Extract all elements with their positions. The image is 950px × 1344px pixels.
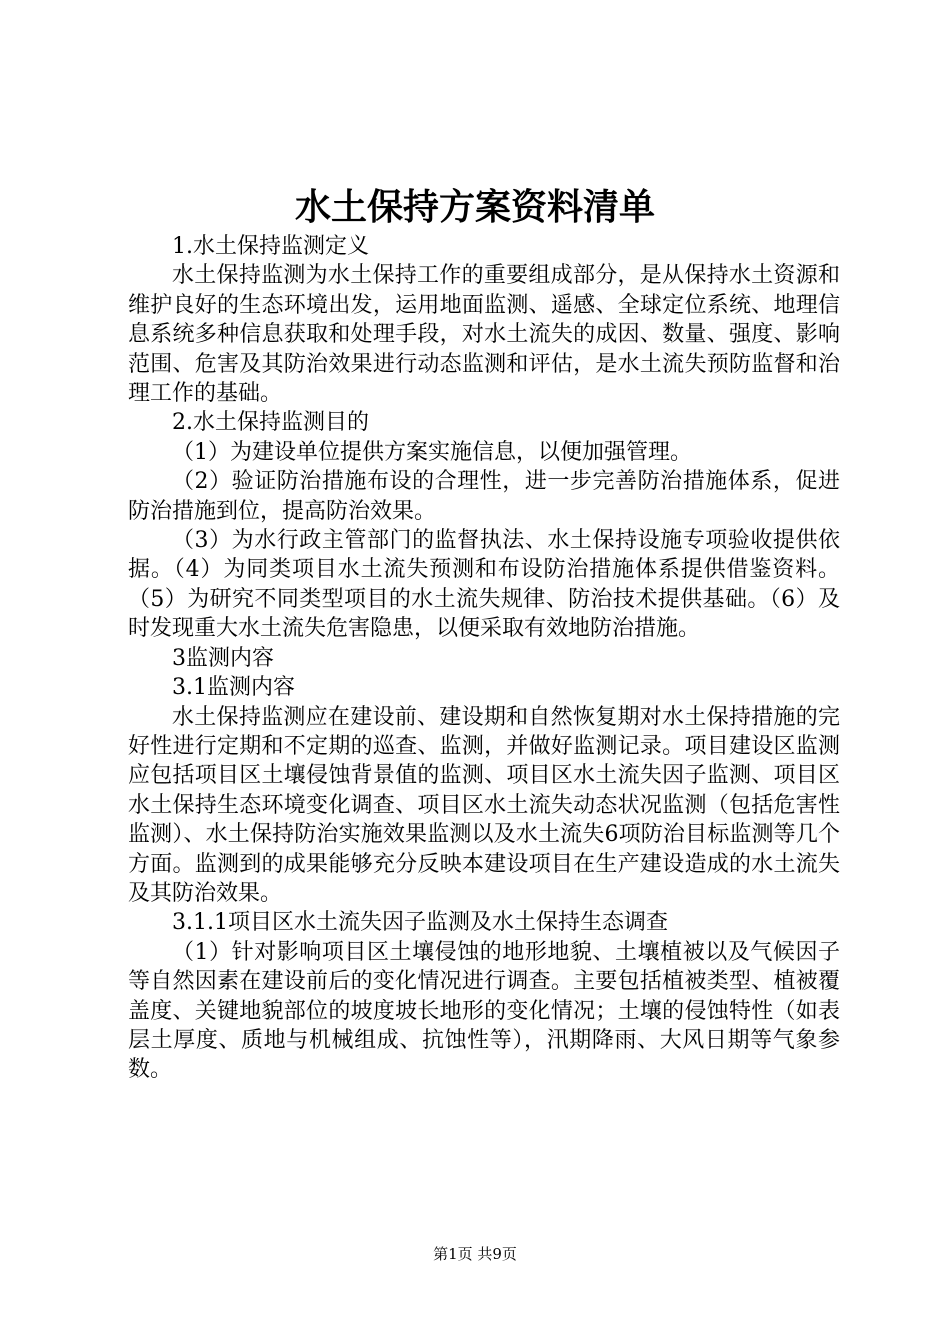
page-footer: 第1页 共9页 — [433, 1245, 517, 1263]
paragraph: 水土保持监测应在建设前、建设期和自然恢复期对水土保持措施的完好性进行定期和不定期的巡查、监测，并做好监测记录。项目建设区监测应包括项目区土壤侵蚀背景值的监测、项目区水土流失因子监测、项目区水土保持生态环境变化调查、项目区水土流失动态状况监测（包括危害性监测）、水土保持防治实施效果监测以及水土流失6项防治目标监测等几个方面。监测到的成果能够充分反映本建设项目在生产建设造成的水土流失及其防治效果。 — [128, 704, 840, 906]
section-heading: 3.1监测内容 — [172, 675, 295, 701]
paragraph: （3）为水行政主管部门的监督执法、水土保持设施专项验收提供依据。（4）为同类项目水土流失预测和布设防治措施体系提供借鉴资料。（5）为研究不同类型项目的水土流失规律、防治技术提供基础。（6）及时发现重大水土流失危害隐患，以便采取有效地防治措施。 — [128, 528, 840, 642]
paragraph: （2）验证防治措施布设的合理性，进一步完善防治措施体系，促进防治措施到位，提高防治效果。 — [128, 469, 840, 524]
paragraph: 水土保持监测为水土保持工作的重要组成部分，是从保持水土资源和维护良好的生态环境出发，运用地面监测、遥感、全球定位系统、地理信息系统多种信息获取和处理手段，对水土流失的成因、数量、强度、影响范围、危害及其防治效果进行动态监测和评估，是水土流失预防监督和治理工作的基础。 — [128, 263, 840, 407]
paragraph: （1）针对影响项目区土壤侵蚀的地形地貌、土壤植被以及气候因子等自然因素在建设前后的变化情况进行调查。主要包括植被类型、植被覆盖度、关键地貌部位的坡度坡长地形的变化情况；土壤的侵蚀特性（如表层土厚度、质地与机械组成、抗蚀性等），汛期降雨、大风日期等气象参数。 — [128, 939, 840, 1083]
paragraph: （1）为建设单位提供方案实施信息，以便加强管理。 — [172, 439, 692, 465]
page-title: 水土保持方案资料清单 — [294, 186, 655, 228]
section-heading: 3.1.1项目区水土流失因子监测及水土保持生态调查 — [172, 910, 668, 936]
section-heading: 2.水土保持监测目的 — [172, 410, 369, 436]
section-heading: 3监测内容 — [172, 645, 274, 671]
document-body — [128, 232, 840, 1085]
section-heading: 1.水土保持监测定义 — [172, 234, 369, 259]
